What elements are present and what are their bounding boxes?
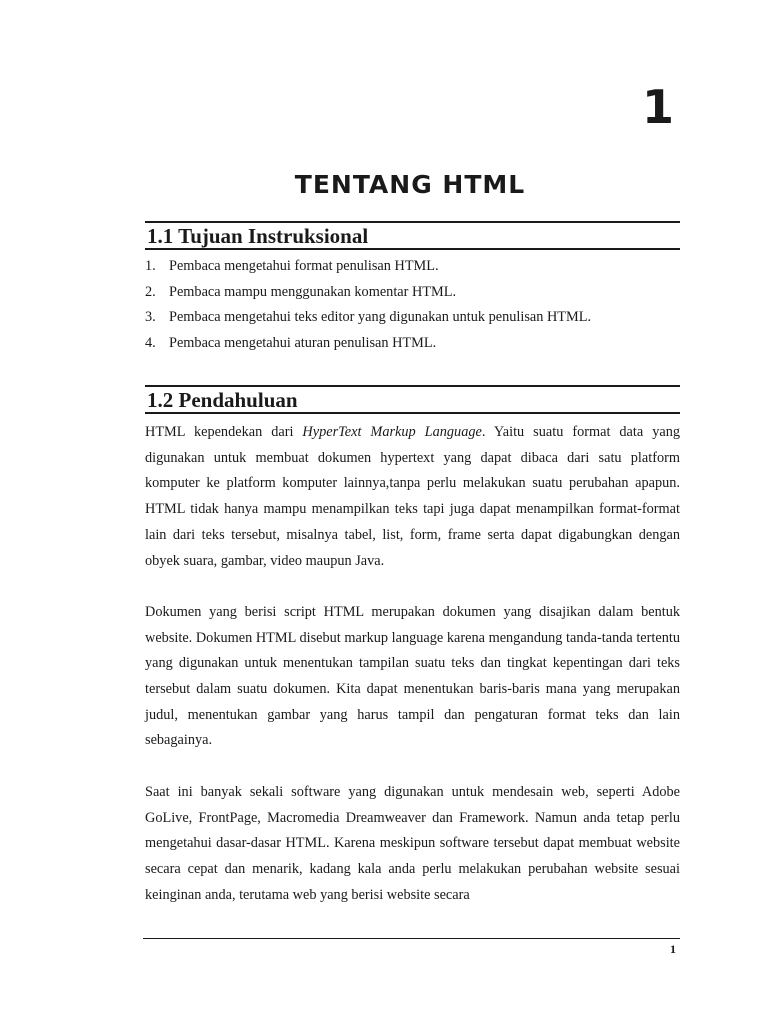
section-introduction bbox=[145, 385, 680, 908]
paragraph-1 bbox=[145, 420, 680, 574]
list-item-number: 4. bbox=[145, 334, 156, 351]
page-number: 1 bbox=[670, 942, 676, 956]
list-item-text: Pembaca mengetahui format penulisan HTML. bbox=[169, 258, 439, 274]
list-item bbox=[145, 331, 680, 357]
list-item-number: 1. bbox=[145, 258, 156, 274]
list-item-text: Pembaca mengetahui teks editor yang digunakan untuk penulisan HTML. bbox=[169, 309, 592, 325]
paragraph-1-rest: . Yaitu suatu format data yang digunakan untuk membuat dokumen hypertext yang dapat dibaca dari satu platform komputer ke platform komputer lainnya,tanpa perlu melakukan suatu perubahan apapun. HTML tidak hanya mampu menampilkan teks tapi juga dapat menampilkan format-format lain dari teks tersebut, misalnya tabel, list, form, frame serta dapat digabungkan dengan obyek suara, gambar, video maupun Java. bbox=[145, 424, 680, 569]
paragraph-1-start: HTML kependekan dari bbox=[145, 424, 303, 440]
chapter-title: TENTANG HTML bbox=[294, 170, 526, 199]
paragraph-1-emphasis: HyperText Markup Language bbox=[302, 424, 482, 440]
list-item-text: Pembaca mengetahui aturan penulisan HTML. bbox=[169, 334, 437, 351]
section-heading-introduction: 1.2 Pendahuluan bbox=[145, 385, 680, 414]
section-objectives bbox=[145, 221, 680, 356]
objectives-list bbox=[145, 254, 680, 356]
list-item bbox=[145, 305, 680, 331]
chapter-number: 1 bbox=[641, 80, 674, 134]
list-item-number: 2. bbox=[145, 283, 156, 300]
footer-rule bbox=[143, 938, 680, 939]
section-heading-objectives: 1.1 Tujuan Instruksional bbox=[145, 221, 680, 250]
list-item-number: 3. bbox=[145, 309, 156, 325]
list-item-text: Pembaca mampu menggunakan komentar HTML. bbox=[169, 283, 457, 300]
paragraph-2: Dokumen yang berisi script HTML merupakan dokumen yang disajikan dalam bentuk website. Dokumen HTML disebut markup language karena mengandung tanda-tanda tertentu yang digunakan untuk menentukan tampilan suatu teks dan tingkat kepentingan dari teks tersebut dalam suatu dokumen. Kita dapat menentukan baris-baris mana yang merupakan judul, menentukan gambar yang harus tampil dan pengaturan format teks dan lain sebagainya. bbox=[145, 603, 680, 749]
list-item bbox=[145, 254, 680, 280]
list-item bbox=[145, 280, 680, 306]
paragraph-3: Saat ini banyak sekali software yang digunakan untuk mendesain web, seperti Adobe GoLive, FrontPage, Macromedia Dreamweaver dan Framework. Namun anda tetap perlu mengetahui dasar-dasar HTML. Karena meskipun software tersebut dapat membuat website secara cepat dan menarik, kadang kala anda perlu melakukan perubahan website sesuai keinginan anda, terutama web yang berisi website secara bbox=[145, 783, 680, 903]
